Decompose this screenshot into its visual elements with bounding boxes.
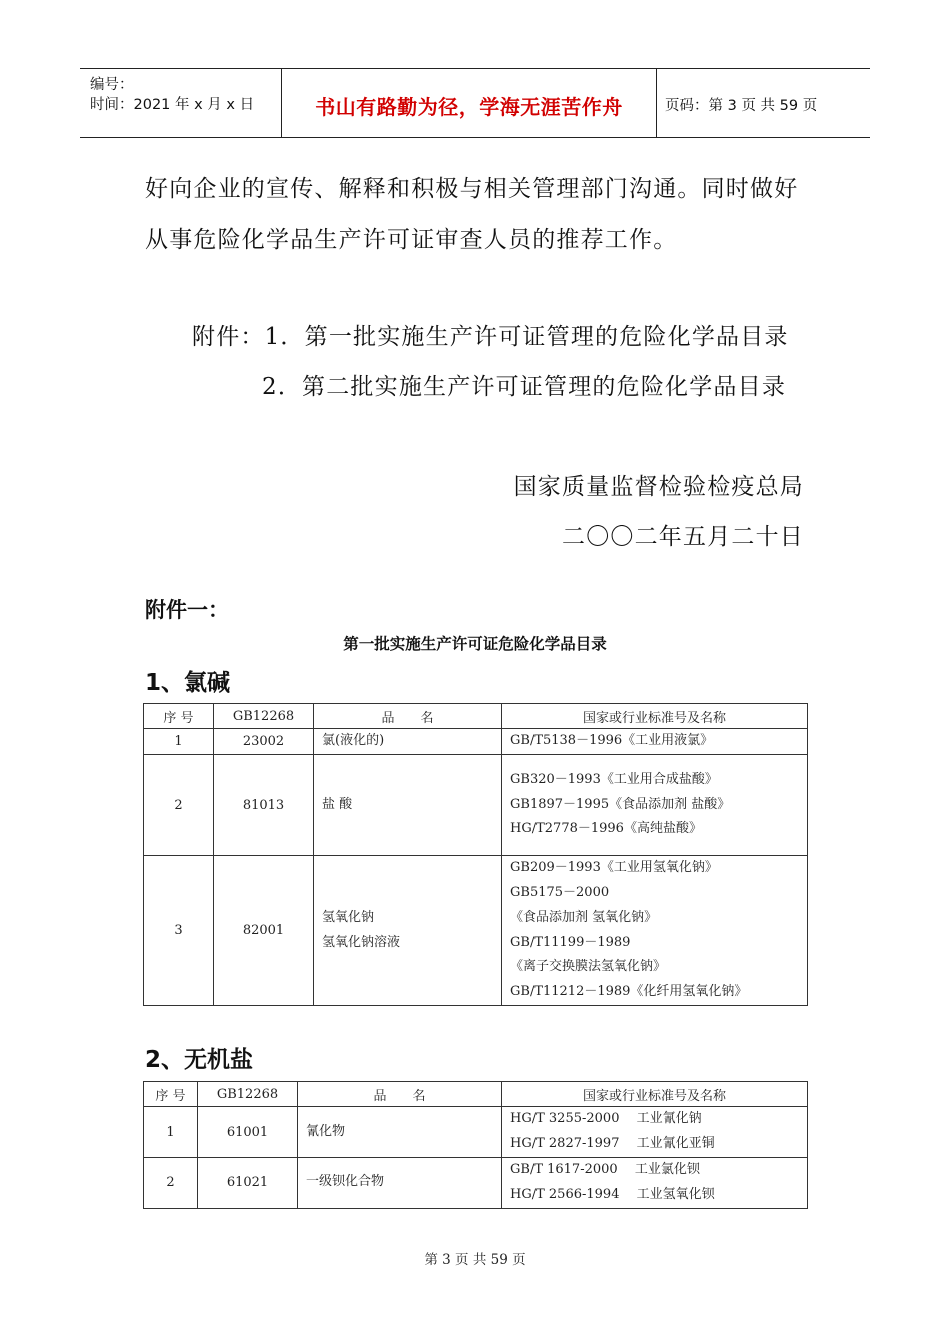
attachment-line-1: 附件：1．第一批实施生产许可证管理的危险化学品目录 xyxy=(192,324,789,350)
row-standards xyxy=(502,1158,808,1209)
page-header xyxy=(80,68,870,138)
header-cell-standard: 国家或行业标准号及名称 xyxy=(502,704,808,729)
row-product-name xyxy=(314,729,502,755)
row-gb-code: 61021 xyxy=(198,1158,298,1209)
issuing-organization: 国家质量监督检验检疫总局 xyxy=(513,474,804,500)
row-product-name xyxy=(314,755,502,856)
standard-line: GB/T5138－1996《工业用液氯》 xyxy=(510,733,714,749)
header-page-number: 页码：第 3 页 共 59 页 xyxy=(665,98,818,114)
standard-line: HG/T 2827-1997 工业氰化亚铜 xyxy=(510,1136,715,1151)
appendix-label: 附件一： xyxy=(145,598,229,622)
header-motto-cell xyxy=(282,69,657,137)
catalog-table-chlor-alkali xyxy=(143,703,808,1006)
row-number: 1 xyxy=(144,1107,198,1158)
row-gb-code: 82001 xyxy=(214,856,314,1006)
standard-line: HG/T 3255-2000 工业氰化钠 xyxy=(510,1111,702,1127)
row-number: 1 xyxy=(144,729,214,755)
section-heading-chlor-alkali: 1、氯碱 xyxy=(145,670,231,696)
standard-line: GB/T11212－1989《化纤用氢氧化钠》 xyxy=(510,984,748,1000)
header-cell-gb-code: GB12268 xyxy=(214,704,314,729)
standard-line: GB5175－2000 xyxy=(510,884,610,900)
header-cell-number: 序 号 xyxy=(144,704,214,729)
row-number: 2 xyxy=(144,1158,198,1209)
table-header-row xyxy=(144,1082,808,1107)
row-standards xyxy=(502,729,808,755)
table-header-row xyxy=(144,704,808,729)
product-name-line: 氢氧化钠溶液 xyxy=(322,934,401,950)
header-page-cell xyxy=(657,69,870,137)
product-name-line: 氢氧化钠 xyxy=(322,909,375,925)
product-name-line: 盐 酸 xyxy=(322,796,353,812)
table-row xyxy=(144,1158,808,1209)
header-cell-number: 序 号 xyxy=(144,1082,198,1107)
table-row xyxy=(144,856,808,1006)
page-footer: 第 3 页 共 59 页 xyxy=(424,1252,526,1268)
standard-line: GB320－1993《工业用合成盐酸》 xyxy=(510,771,718,787)
row-gb-code: 61001 xyxy=(198,1107,298,1158)
row-gb-code: 23002 xyxy=(214,729,314,755)
standard-line: 《离子交换膜法氢氧化钠》 xyxy=(510,959,667,975)
standard-line: GB/T 1617-2000 工业氯化钡 xyxy=(510,1162,700,1177)
header-cell-gb-code: GB12268 xyxy=(198,1082,298,1107)
issue-date: 二〇〇二年五月二十日 xyxy=(562,524,804,550)
product-name-line: 氯(液化的) xyxy=(322,733,385,749)
document-time-label: 时间：2021 年 x 月 x 日 xyxy=(90,97,255,113)
attachment-line-2: 2．第二批实施生产许可证管理的危险化学品目录 xyxy=(262,374,787,400)
document-number-label: 编号： xyxy=(90,77,134,93)
paragraph-line-1: 好向企业的宣传、解释和积极与相关管理部门沟通。同时做好 xyxy=(145,176,799,202)
table-row xyxy=(144,729,808,755)
product-name-line: 氰化物 xyxy=(306,1123,346,1139)
header-cell-product-name: 品 名 xyxy=(314,704,502,729)
row-standards xyxy=(502,856,808,1006)
row-gb-code: 81013 xyxy=(214,755,314,856)
paragraph-line-2: 从事危险化学品生产许可证审查人员的推荐工作。 xyxy=(145,227,678,253)
row-product-name xyxy=(314,856,502,1006)
header-cell-product-name: 品 名 xyxy=(298,1082,502,1107)
row-number: 3 xyxy=(144,856,214,1006)
row-product-name xyxy=(298,1158,502,1209)
row-number: 2 xyxy=(144,755,214,856)
header-motto: 书山有路勤为径，学海无涯苦作舟 xyxy=(315,95,623,119)
standard-line: GB/T11199－1989 xyxy=(510,934,631,950)
table-row xyxy=(144,755,808,856)
standard-line: HG/T2778－1996《高纯盐酸》 xyxy=(510,821,702,837)
standard-line: GB209－1993《工业用氢氧化钠》 xyxy=(510,860,718,876)
row-product-name xyxy=(298,1107,502,1158)
appendix-title: 第一批实施生产许可证危险化学品目录 xyxy=(343,635,607,653)
standard-line: 《食品添加剂 氢氧化钠》 xyxy=(510,909,658,925)
header-meta-cell xyxy=(80,69,282,137)
section-heading-inorganic-salts: 2、无机盐 xyxy=(145,1047,254,1073)
standard-line: HG/T 2566-1994 工业氢氧化钡 xyxy=(510,1186,715,1202)
row-standards xyxy=(502,1107,808,1158)
standard-line: GB1897－1995《食品添加剂 盐酸》 xyxy=(510,796,731,812)
table-row xyxy=(144,1107,808,1158)
header-cell-standard: 国家或行业标准号及名称 xyxy=(502,1082,808,1107)
product-name-line: 一级钡化合物 xyxy=(306,1174,385,1190)
catalog-table-inorganic-salts xyxy=(143,1081,808,1209)
row-standards xyxy=(502,755,808,856)
